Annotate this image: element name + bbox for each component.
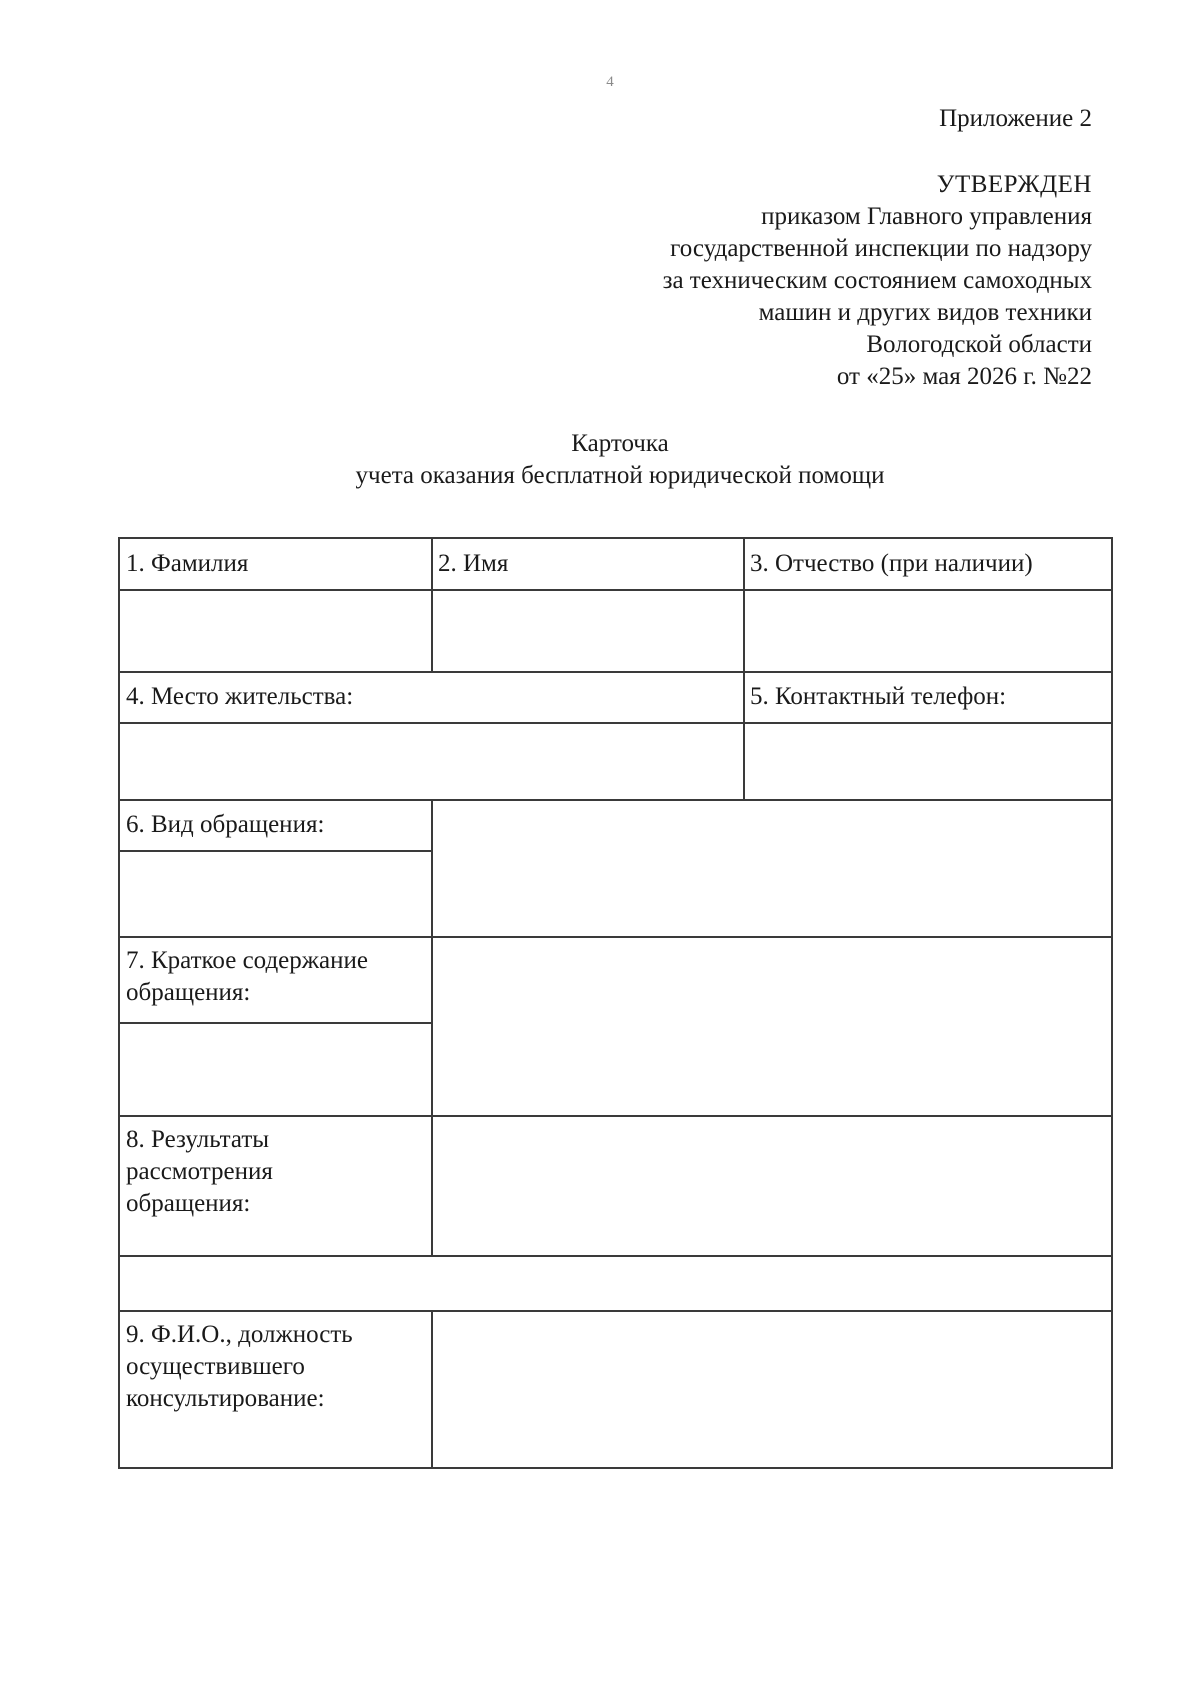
table-divider bbox=[431, 799, 433, 1255]
table-divider bbox=[120, 1310, 1111, 1312]
residence-label: 4. Место жительства: bbox=[126, 683, 354, 710]
approval-date: от «25» мая 2026 г. №22 bbox=[836, 363, 1092, 390]
approval-line: машин и других видов техники bbox=[758, 299, 1092, 326]
title-line-2: учета оказания бесплатной юридической помощи bbox=[355, 462, 885, 489]
approval-line: Вологодской области bbox=[866, 331, 1092, 358]
table-divider bbox=[431, 1310, 433, 1467]
approval-block bbox=[532, 169, 1092, 393]
approval-line: приказом Главного управления bbox=[761, 203, 1092, 230]
table-divider bbox=[120, 722, 1111, 724]
phone-label: 5. Контактный телефон: bbox=[750, 683, 1007, 710]
patronymic-label: 3. Отчество (при наличии) bbox=[750, 550, 1033, 577]
consultant-label-line-3: консультирование: bbox=[126, 1385, 325, 1412]
document-title bbox=[0, 428, 1200, 492]
table-divider bbox=[120, 799, 1111, 801]
page-number: 4 bbox=[606, 74, 614, 90]
table-divider bbox=[120, 850, 432, 852]
consultant-label-line-1: 9. Ф.И.О., должность bbox=[126, 1321, 353, 1348]
approval-line: государственной инспекции по надзору bbox=[670, 235, 1092, 262]
table-divider bbox=[431, 539, 433, 671]
results-label-line-2: рассмотрения bbox=[126, 1158, 273, 1185]
results-label-line-1: 8. Результаты bbox=[126, 1126, 270, 1153]
table-divider bbox=[120, 936, 1111, 938]
table-divider bbox=[120, 1255, 1111, 1257]
results-label-line-3: обращения: bbox=[126, 1190, 251, 1217]
attachment-label: Приложение 2 bbox=[939, 105, 1092, 132]
table-divider bbox=[120, 589, 1111, 591]
form-table bbox=[118, 537, 1113, 1469]
table-divider bbox=[120, 1022, 432, 1024]
consultant-label-line-2: осуществившего bbox=[126, 1353, 305, 1380]
approval-stamp: УТВЕРЖДЕН bbox=[936, 171, 1092, 198]
title-line-1: Карточка bbox=[571, 430, 669, 457]
name-label: 2. Имя bbox=[438, 550, 509, 577]
surname-label: 1. Фамилия bbox=[126, 550, 249, 577]
table-divider bbox=[120, 671, 1111, 673]
summary-label-line-1: 7. Краткое содержание bbox=[126, 947, 368, 974]
table-divider bbox=[743, 539, 745, 799]
request-type-label: 6. Вид обращения: bbox=[126, 811, 325, 838]
summary-label-line-2: обращения: bbox=[126, 979, 251, 1006]
table-divider bbox=[120, 1115, 1111, 1117]
approval-line: за техническим состоянием самоходных bbox=[662, 267, 1092, 294]
